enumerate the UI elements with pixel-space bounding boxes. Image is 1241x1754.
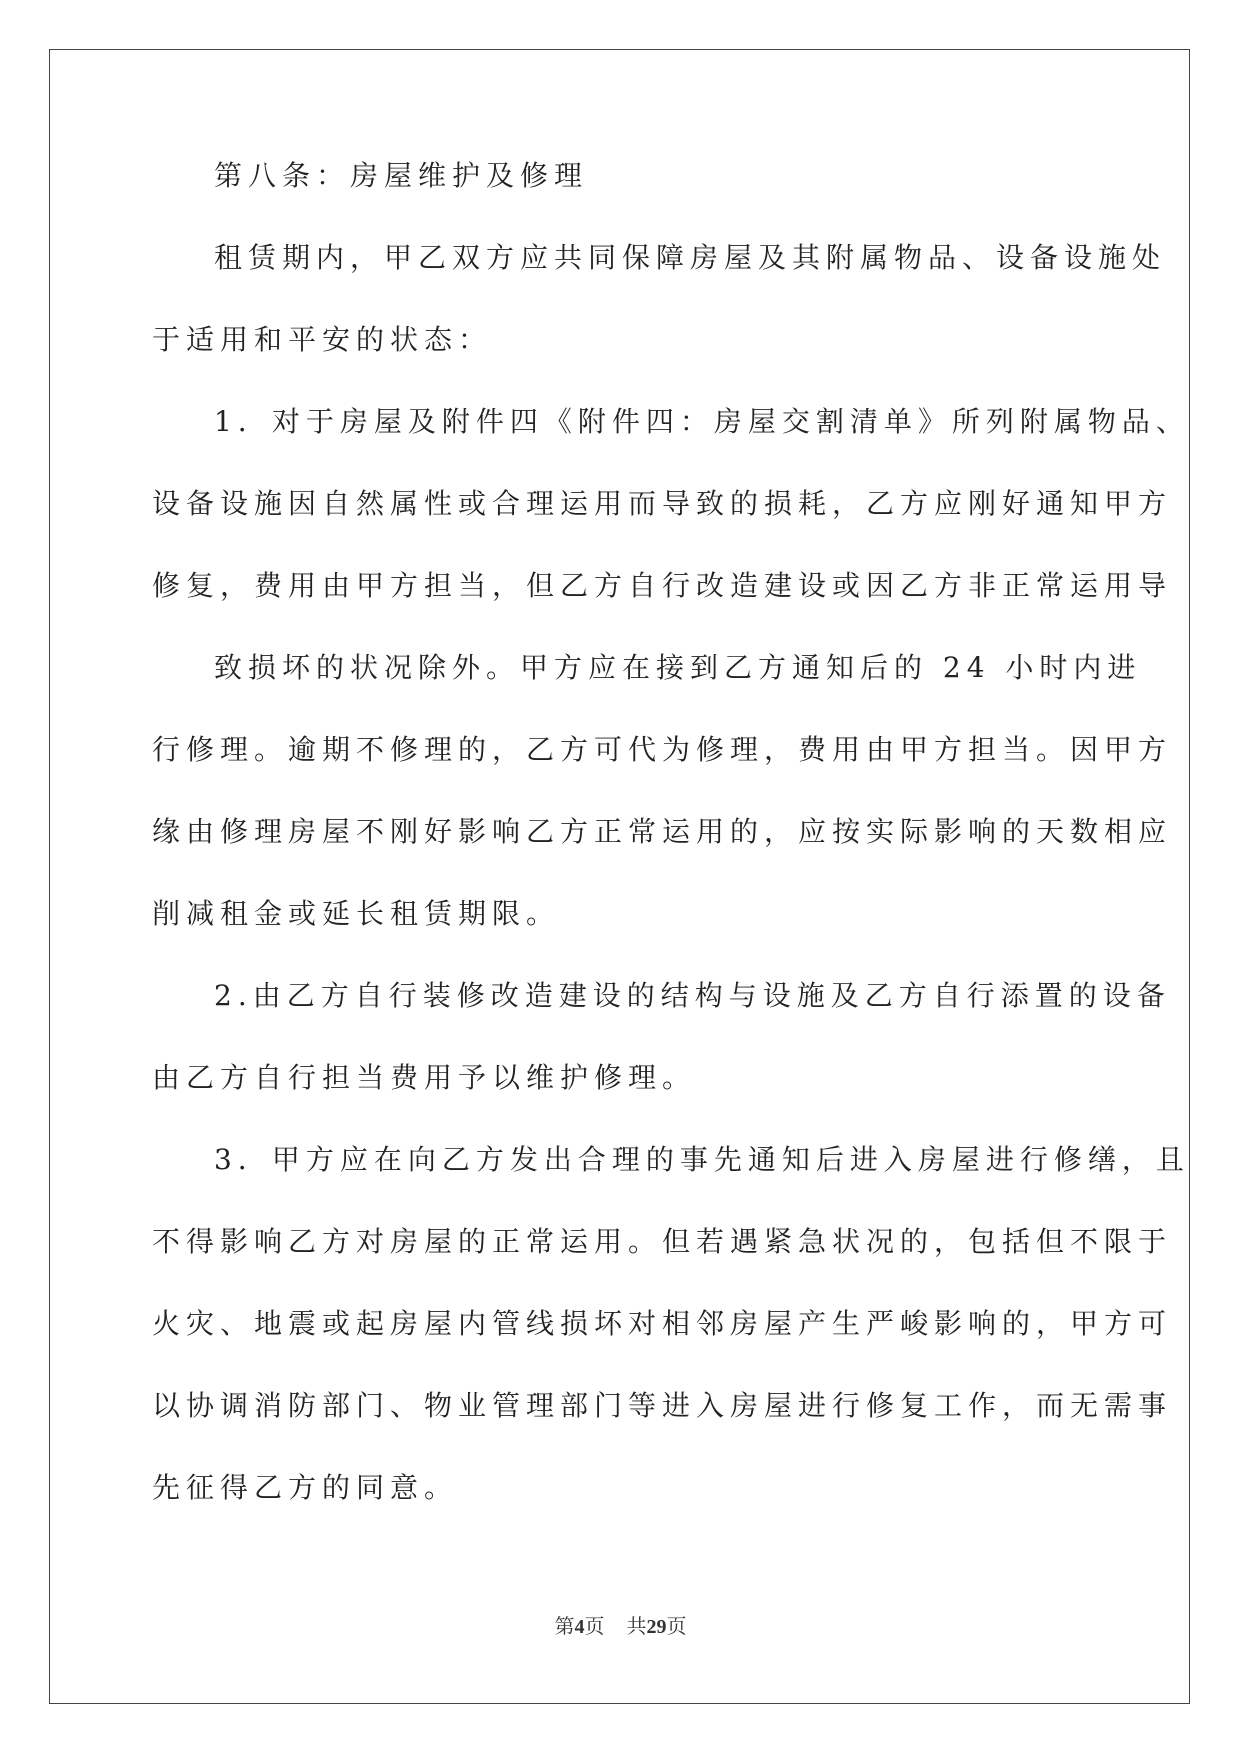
paragraph-line: 3．甲方应在向乙方发出合理的事先通知后进入房屋进行修缮，且: [214, 1143, 1190, 1176]
paragraph-line: 先征得乙方的同意。: [152, 1471, 459, 1504]
page-suffix: 页: [584, 1616, 605, 1638]
paragraph-line: 削减租金或延长租赁期限。: [152, 897, 561, 930]
total-prefix: 共: [626, 1616, 647, 1638]
paragraph-line: 1．对于房屋及附件四《附件四：房屋交割清单》所列附属物品、: [214, 405, 1190, 438]
paragraph-line: 缘由修理房屋不刚好影响乙方正常运用的，应按实际影响的天数相应: [152, 815, 1173, 848]
paragraph-line: 于适用和平安的状态：: [152, 323, 493, 356]
paragraph-line: 2.由乙方自行装修改造建设的结构与设施及乙方自行添置的设备: [214, 979, 1171, 1012]
page-footer: [0, 1610, 1241, 1639]
paragraph-line: 由乙方自行担当费用予以维护修理。: [152, 1061, 697, 1094]
paragraph-line: 租赁期内，甲乙双方应共同保障房屋及其附属物品、设备设施处: [214, 241, 1167, 274]
total-pages: 29: [646, 1616, 667, 1638]
paragraph-line: 行修理。逾期不修理的，乙方可代为修理，费用由甲方担当。因甲方: [152, 733, 1173, 766]
paragraph-line: 以协调消防部门、物业管理部门等进入房屋进行修复工作，而无需事: [152, 1389, 1173, 1422]
page-prefix: 第: [554, 1616, 575, 1638]
page-number: 4: [574, 1616, 585, 1638]
paragraph-line: 不得影响乙方对房屋的正常运用。但若遇紧急状况的，包括但不限于: [152, 1225, 1173, 1258]
paragraph-line: 致损坏的状况除外。甲方应在接到乙方通知后的 24 小时内进: [214, 651, 1142, 684]
paragraph-line: 火灾、地震或起房屋内管线损坏对相邻房屋产生严峻影响的，甲方可: [152, 1307, 1173, 1340]
paragraph-line: 修复，费用由甲方担当，但乙方自行改造建设或因乙方非正常运用导: [152, 569, 1173, 602]
paragraph-line: 设备设施因自然属性或合理运用而导致的损耗，乙方应刚好通知甲方: [152, 487, 1173, 520]
section-heading: 第八条：房屋维护及修理: [214, 159, 589, 192]
total-suffix: 页: [666, 1616, 687, 1638]
page-border: [49, 49, 1190, 1704]
